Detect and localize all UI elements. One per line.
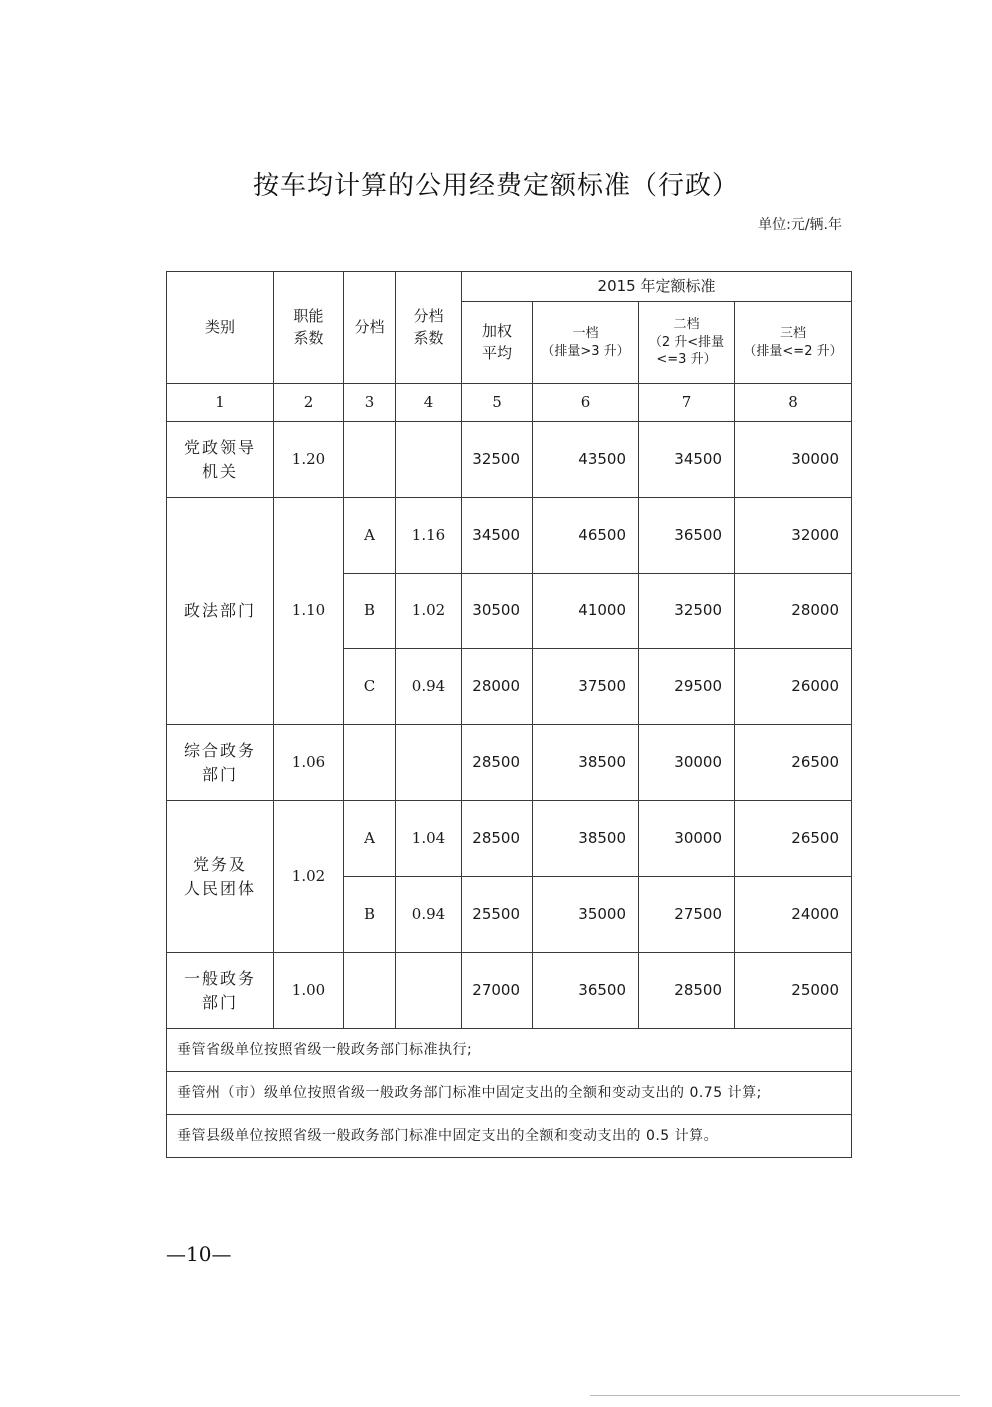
header-tier-coef: 分档 系数 (396, 272, 462, 384)
tier3-cell: 26000 (735, 649, 852, 725)
weighted-cell: 34500 (462, 498, 533, 574)
col-number: 6 (533, 384, 639, 422)
tier2-cell: 32500 (639, 574, 735, 649)
func-coef-cell: 1.00 (274, 953, 344, 1029)
col-number: 5 (462, 384, 533, 422)
tier-cell (344, 953, 396, 1029)
func-coef-cell: 1.10 (274, 498, 344, 725)
note-row (167, 1115, 852, 1158)
tier-coef-cell (396, 422, 462, 498)
note-row (167, 1072, 852, 1115)
tier3-cell: 24000 (735, 877, 852, 953)
tier-coef-cell: 1.16 (396, 498, 462, 574)
tier1-cell: 38500 (533, 801, 639, 877)
tier2-cell: 30000 (639, 801, 735, 877)
table-row (167, 422, 852, 498)
document-title: 按车均计算的公用经费定额标准（行政） (252, 171, 739, 201)
weighted-cell: 27000 (462, 953, 533, 1029)
tier-coef-cell: 1.02 (396, 574, 462, 649)
scan-edge-line (590, 1395, 960, 1396)
note-text: 垂管省级单位按照省级一般政务部门标准执行; (167, 1029, 852, 1072)
tier3-cell: 26500 (735, 801, 852, 877)
header-weighted: 加权 平均 (462, 302, 533, 384)
header-tier1: 一档 （排量>3 升） (533, 302, 639, 384)
category-cell: 党政领导 机关 (167, 422, 274, 498)
col-number: 3 (344, 384, 396, 422)
table-row (167, 801, 852, 877)
tier3-cell: 25000 (735, 953, 852, 1029)
tier-cell: B (344, 574, 396, 649)
tier1-cell: 41000 (533, 574, 639, 649)
weighted-cell: 28500 (462, 801, 533, 877)
col-number: 1 (167, 384, 274, 422)
category-cell: 政法部门 (167, 498, 274, 725)
header-group-2015: 2015 年定额标准 (462, 272, 852, 302)
header-tier2: 二档 （2 升<排量 <=3 升） (639, 302, 735, 384)
tier1-cell: 46500 (533, 498, 639, 574)
tier-cell (344, 725, 396, 801)
tier-coef-cell: 0.94 (396, 649, 462, 725)
weighted-cell: 28000 (462, 649, 533, 725)
note-row (167, 1029, 852, 1072)
tier2-cell: 34500 (639, 422, 735, 498)
unit-label: 单位:元/辆.年 (758, 217, 842, 233)
column-number-row (167, 384, 852, 422)
tier2-cell: 28500 (639, 953, 735, 1029)
col-number: 7 (639, 384, 735, 422)
func-coef-cell: 1.06 (274, 725, 344, 801)
table-row (167, 725, 852, 801)
tier-cell (344, 422, 396, 498)
tier-cell: A (344, 801, 396, 877)
weighted-cell: 28500 (462, 725, 533, 801)
header-func-coef: 职能 系数 (274, 272, 344, 384)
tier1-cell: 36500 (533, 953, 639, 1029)
tier2-cell: 36500 (639, 498, 735, 574)
tier3-cell: 32000 (735, 498, 852, 574)
weighted-cell: 25500 (462, 877, 533, 953)
tier2-cell: 29500 (639, 649, 735, 725)
tier2-cell: 30000 (639, 725, 735, 801)
category-cell: 党务及 人民团体 (167, 801, 274, 953)
note-text: 垂管州（市）级单位按照省级一般政务部门标准中固定支出的全额和变动支出的 0.75 计算; (167, 1072, 852, 1115)
tier-coef-cell (396, 725, 462, 801)
quota-table (166, 271, 852, 1158)
header-tier: 分档 (344, 272, 396, 384)
col-number: 4 (396, 384, 462, 422)
col-number: 8 (735, 384, 852, 422)
tier3-cell: 30000 (735, 422, 852, 498)
tier-coef-cell: 0.94 (396, 877, 462, 953)
tier1-cell: 38500 (533, 725, 639, 801)
tier1-cell: 37500 (533, 649, 639, 725)
note-text: 垂管县级单位按照省级一般政务部门标准中固定支出的全额和变动支出的 0.5 计算。 (167, 1115, 852, 1158)
table-row (167, 498, 852, 574)
func-coef-cell: 1.02 (274, 801, 344, 953)
category-cell: 综合政务 部门 (167, 725, 274, 801)
tier1-cell: 35000 (533, 877, 639, 953)
weighted-cell: 30500 (462, 574, 533, 649)
tier1-cell: 43500 (533, 422, 639, 498)
tier-coef-cell: 1.04 (396, 801, 462, 877)
tier-cell: A (344, 498, 396, 574)
tier-cell: C (344, 649, 396, 725)
weighted-cell: 32500 (462, 422, 533, 498)
tier-cell: B (344, 877, 396, 953)
header-tier3: 三档 （排量<=2 升） (735, 302, 852, 384)
tier3-cell: 28000 (735, 574, 852, 649)
func-coef-cell: 1.20 (274, 422, 344, 498)
header-category: 类别 (167, 272, 274, 384)
col-number: 2 (274, 384, 344, 422)
page-number: —10— (166, 1242, 232, 1266)
category-cell: 一般政务 部门 (167, 953, 274, 1029)
tier-coef-cell (396, 953, 462, 1029)
tier2-cell: 27500 (639, 877, 735, 953)
table-row (167, 953, 852, 1029)
tier3-cell: 26500 (735, 725, 852, 801)
